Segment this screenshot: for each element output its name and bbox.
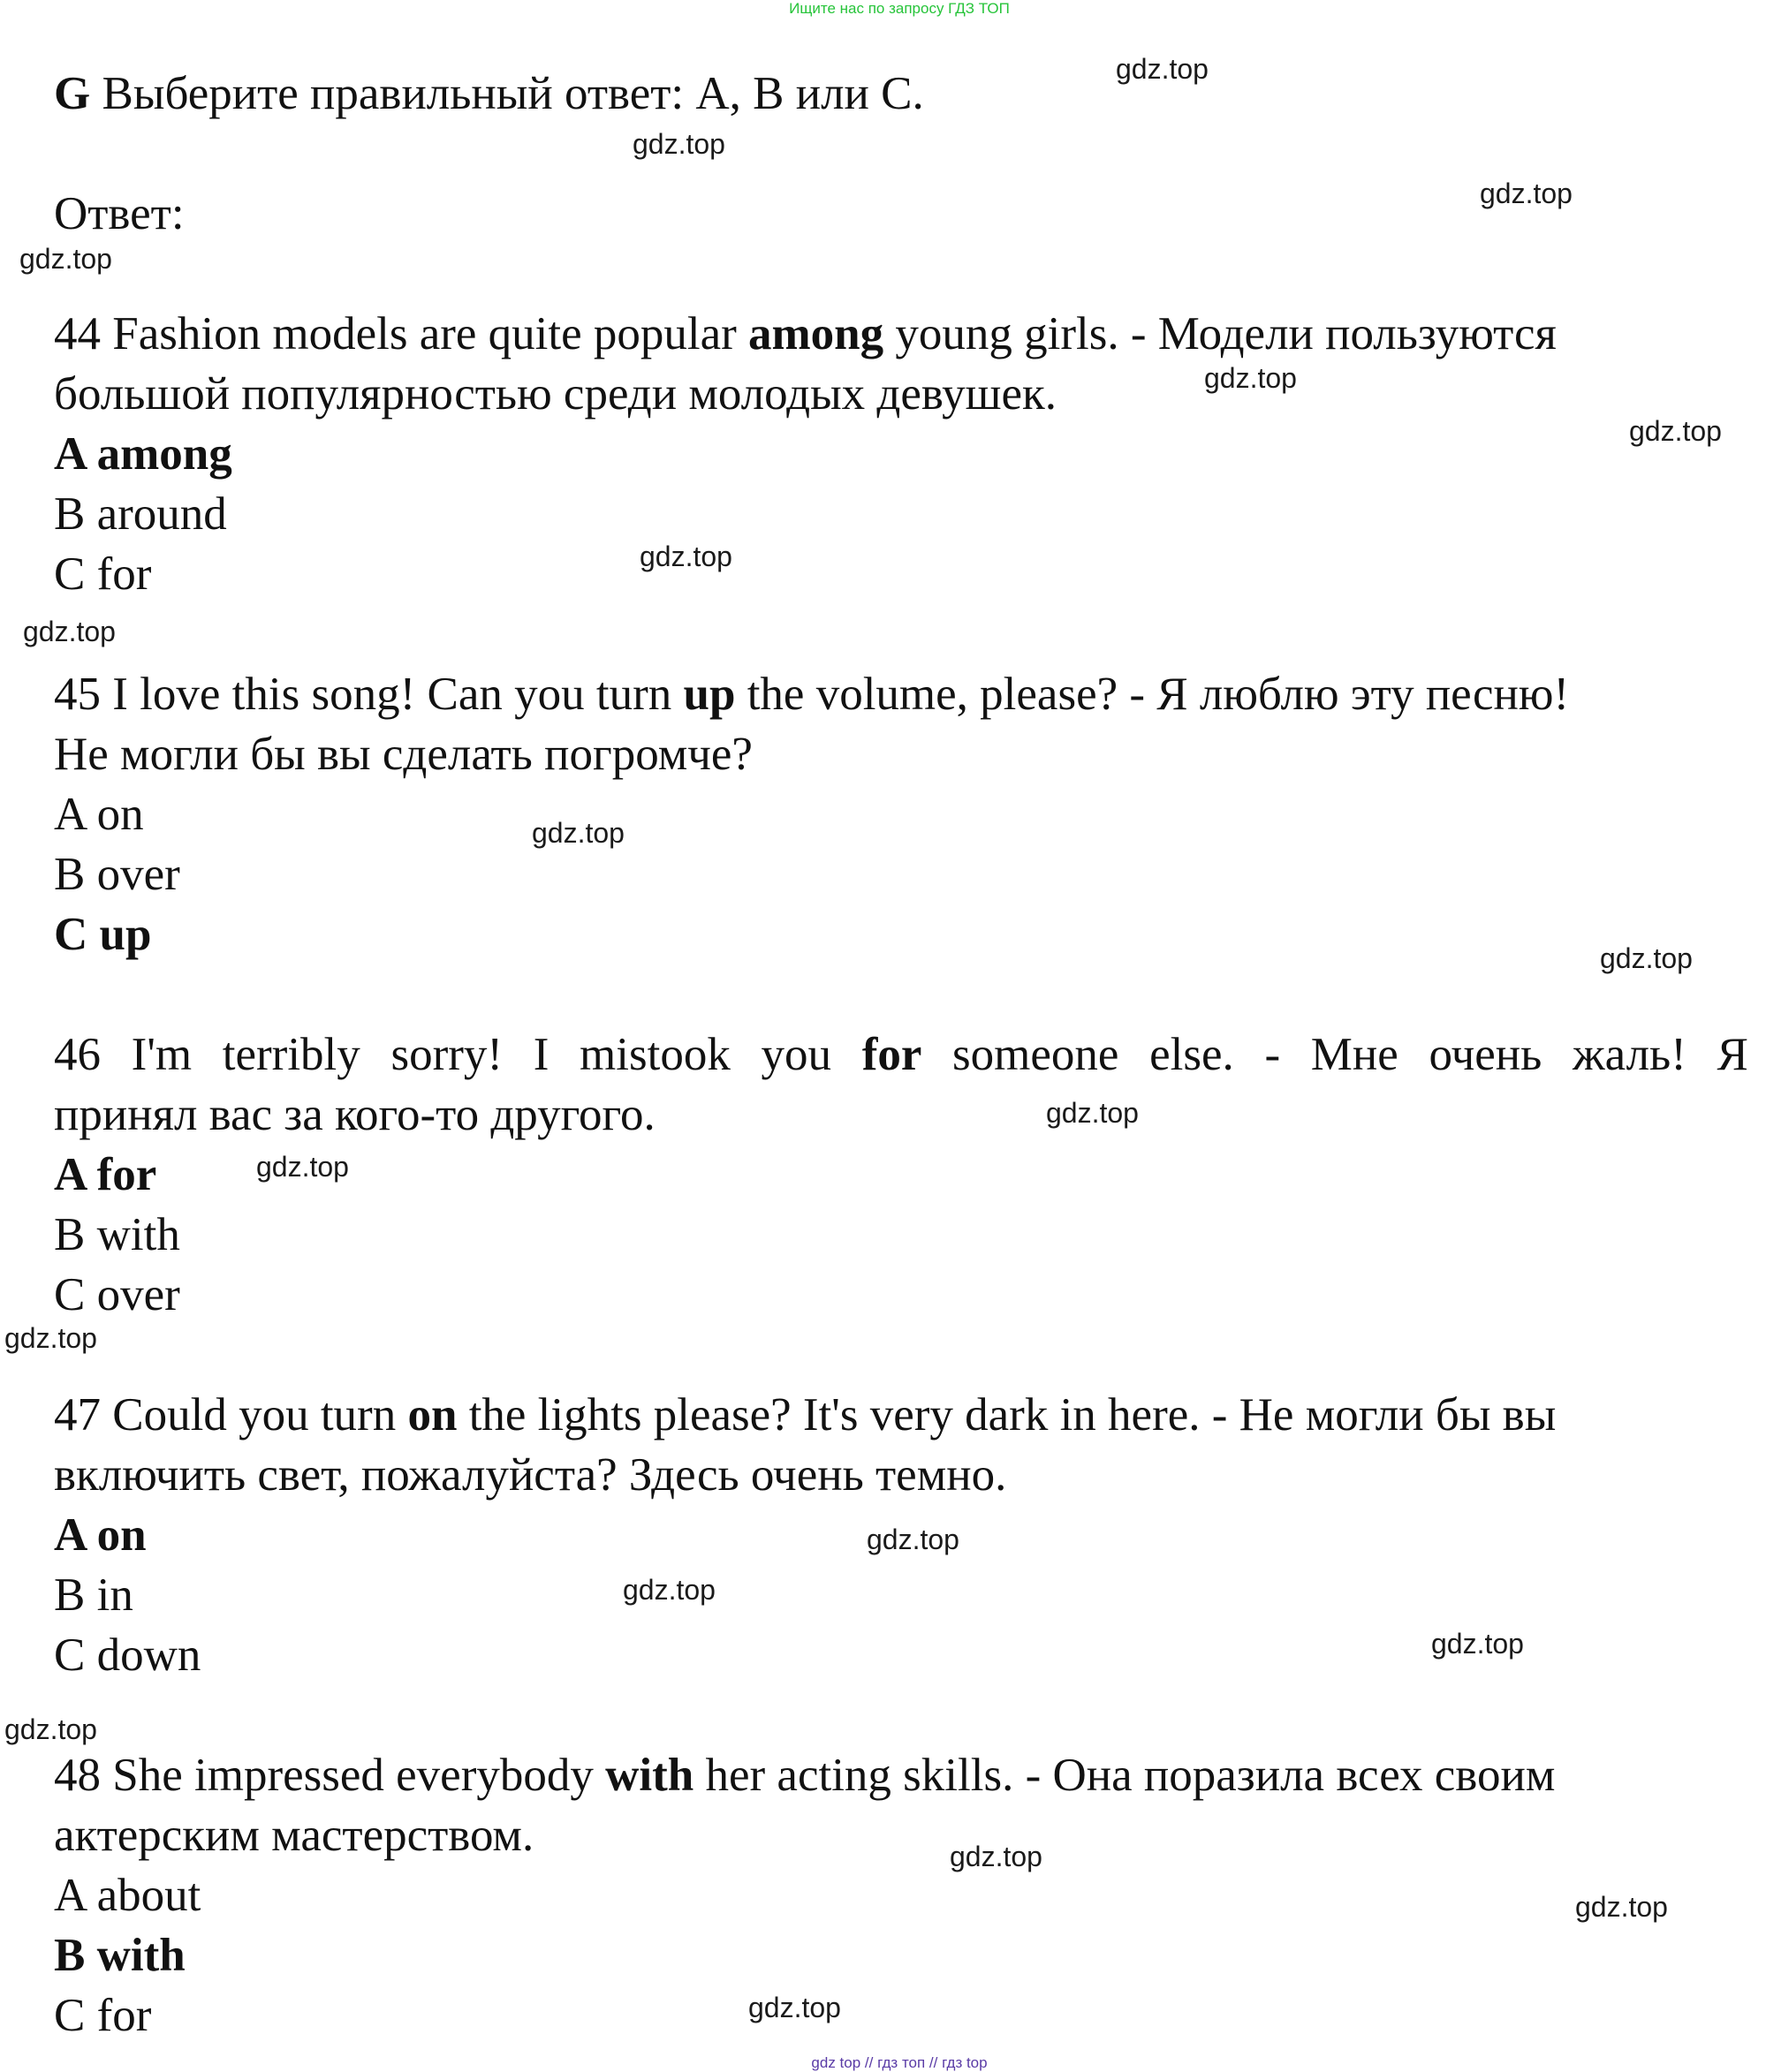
watermark: gdz.top <box>950 1841 1042 1872</box>
task-instruction <box>54 64 924 124</box>
watermark: gdz.top <box>748 1992 841 2023</box>
watermark: gdz.top <box>1046 1097 1139 1129</box>
watermark: gdz.top <box>19 243 112 275</box>
question-44-option-b: B around <box>54 488 227 540</box>
question-44-line1 <box>54 304 1748 364</box>
question-44-option-a: A among <box>54 428 232 480</box>
question-45-line1: 45 I love this song! Can you turn up the volume, please? - Я люблю эту песню! <box>54 669 1570 720</box>
question-48-option-c: C for <box>54 1990 152 2041</box>
watermark: gdz.top <box>633 128 725 160</box>
question-47-option-c: C down <box>54 1630 201 1681</box>
question-47-option-a: A on <box>54 1509 147 1561</box>
question-46-option-c: C over <box>54 1269 180 1320</box>
watermark: gdz.top <box>640 541 732 572</box>
watermark: gdz.top <box>532 817 625 849</box>
question-46-option-b: B with <box>54 1209 180 1260</box>
question-44-keyword: among <box>748 308 884 359</box>
question-48-line1: 48 She impressed everybody with her acting skills. - Она поразила всех своим <box>54 1750 1556 1801</box>
question-45-line2: Не могли бы вы сделать погромче? <box>54 729 753 780</box>
watermark: gdz.top <box>23 616 116 647</box>
question-48-option-b: B with <box>54 1930 186 1981</box>
question-48-option-a: A about <box>54 1870 201 1921</box>
watermark: gdz.top <box>256 1151 349 1183</box>
question-48-line2: актерским мастерством. <box>54 1810 534 1861</box>
question-47-option-b: B in <box>54 1569 133 1621</box>
question-46-line2: принял вас за кого-то другого. <box>54 1089 656 1140</box>
watermark: gdz.top <box>1600 942 1693 974</box>
answer-label: Ответ: <box>54 188 185 239</box>
watermark: gdz.top <box>1116 53 1209 85</box>
watermark: gdz.top <box>1480 178 1573 209</box>
question-45-option-b: B over <box>54 849 180 900</box>
task-letter: G <box>54 68 91 119</box>
top-banner: Ищите нас по запросу ГДЗ ТОП <box>789 0 1010 17</box>
question-45-option-c: C up <box>54 909 152 960</box>
bottom-banner: gdz top // гдз топ // гдз top <box>811 2054 988 2071</box>
watermark: gdz.top <box>4 1713 97 1745</box>
watermark: gdz.top <box>1204 362 1297 394</box>
question-46-option-a: A for <box>54 1149 157 1200</box>
question-48-keyword: with <box>605 1750 694 1801</box>
question-47-line1: 47 Could you turn on the lights please? It's very dark in here. - Не могли бы вы <box>54 1389 1557 1441</box>
watermark: gdz.top <box>867 1524 959 1555</box>
watermark: gdz.top <box>623 1574 716 1606</box>
question-45-option-a: A on <box>54 789 144 840</box>
question-46-line1: 46 I'm terribly sorry! I mistook you for someone else. - Мне очень жаль! Я <box>54 1025 1748 1085</box>
question-44-text: 44 Fashion models are quite popular among young girls. - Модели пользуются <box>54 308 1557 359</box>
question-44-option-c: C for <box>54 548 152 600</box>
watermark: gdz.top <box>4 1322 97 1354</box>
question-47-keyword: on <box>407 1389 458 1441</box>
question-45-keyword: up <box>683 669 736 720</box>
watermark: gdz.top <box>1575 1891 1668 1923</box>
watermark: gdz.top <box>1431 1628 1524 1660</box>
watermark: gdz.top <box>1629 415 1722 447</box>
question-46-keyword: for <box>861 1029 922 1080</box>
question-44-line2: большой популярностью среди молодых девушек. <box>54 368 1057 420</box>
question-47-line2: включить свет, пожалуйста? Здесь очень темно. <box>54 1449 1007 1501</box>
task-instruction-text: Выберите правильный ответ: A, B или C. <box>102 68 924 119</box>
